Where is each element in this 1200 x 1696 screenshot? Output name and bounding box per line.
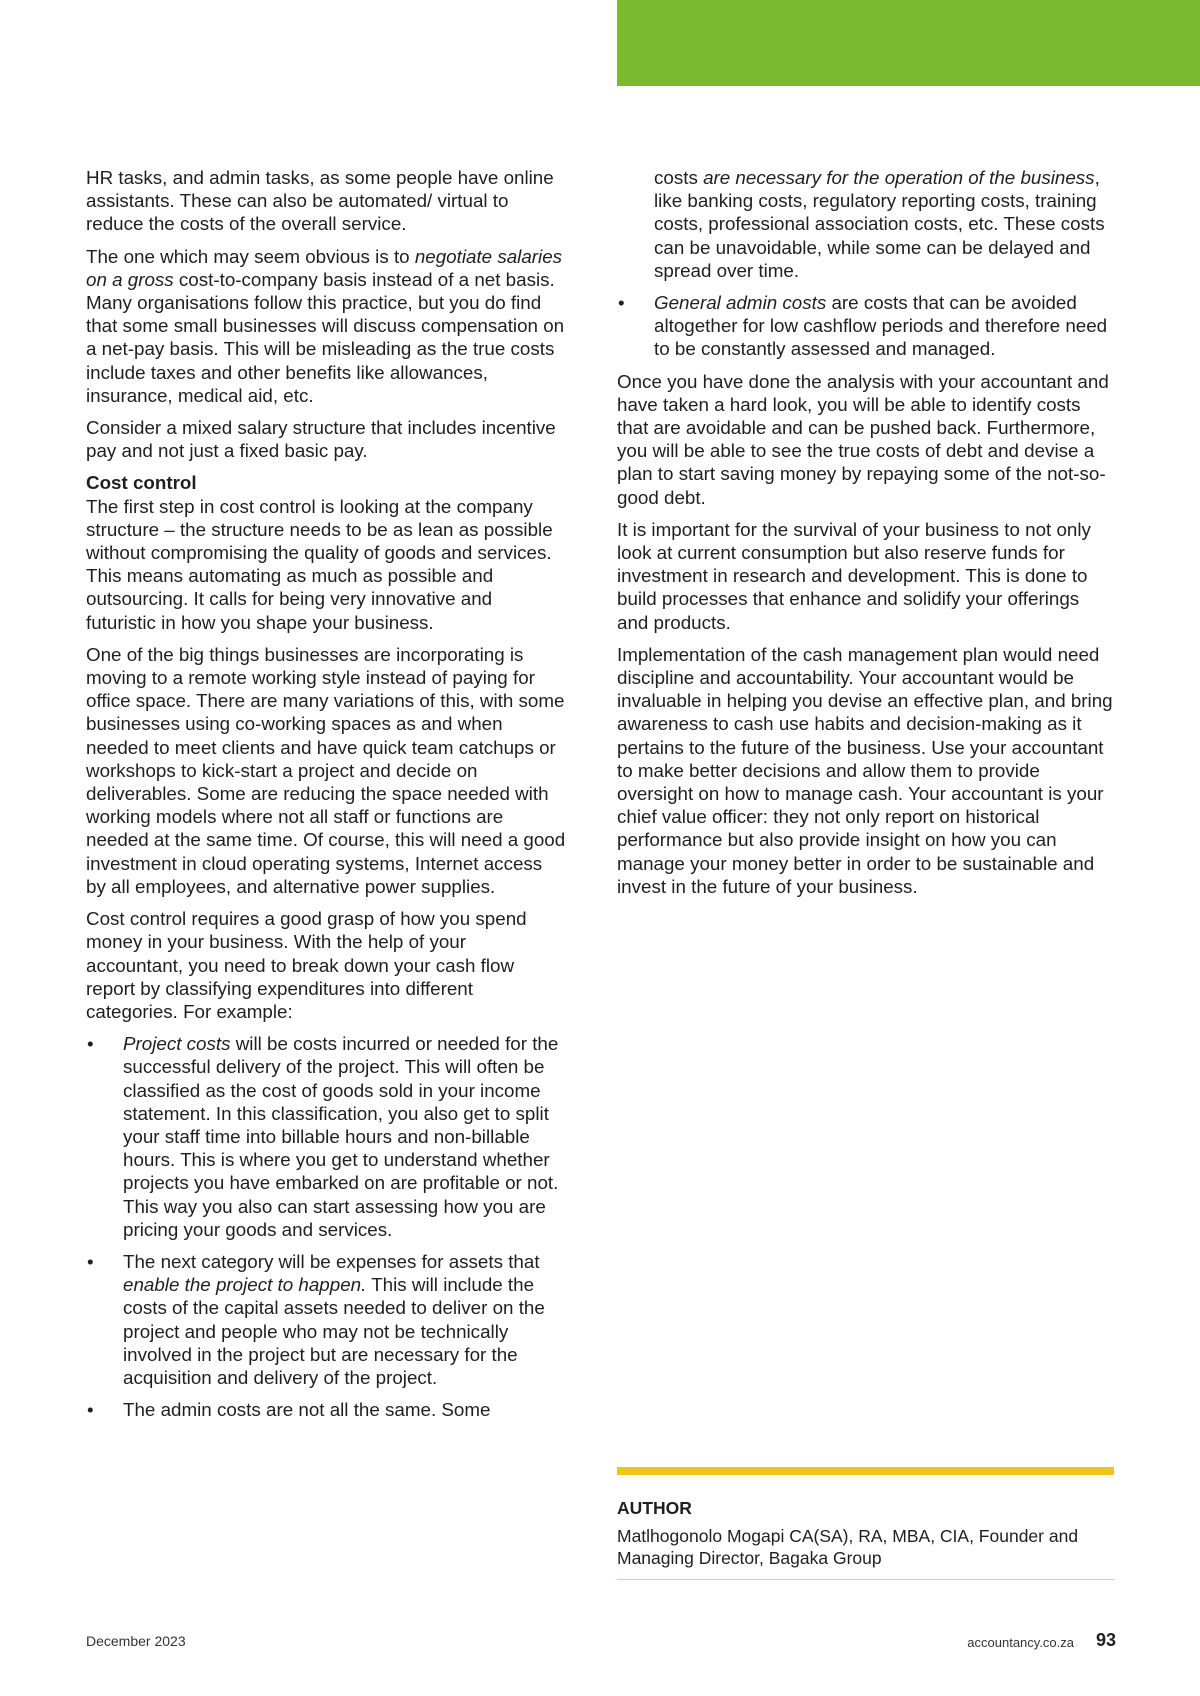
article-column-left bbox=[86, 166, 566, 1430]
paragraph: The one which may seem obvious is to negotiate salaries on a gross cost-to-company basis instead of a net basis. Many organisations follow this practice, but you do find that some small businesses will discuss compensation on a net-pay basis. This will be misleading as the true costs include taxes and other benefits like allowances, insurance, medical aid, etc. bbox=[86, 245, 565, 406]
section-cost-control bbox=[86, 471, 566, 633]
list-item: • The admin costs are not all the same. Some bbox=[87, 1399, 491, 1421]
author-bio: Matlhogonolo Mogapi CA(SA), RA, MBA, CIA, Founder and Managing Director, Bagaka Group bbox=[617, 1526, 1079, 1568]
section-heading: Cost control bbox=[86, 472, 197, 494]
article-column-right bbox=[617, 166, 1115, 907]
list-item: • General admin costs are costs that can be avoided altogether for low cashflow periods and therefore need to be constantly assessed and managed. bbox=[618, 292, 1108, 360]
list-item-continuation: costs are necessary for the operation of the business, like banking costs, regulatory reporting costs, training costs, professional association costs, etc. These costs can be unavoidable, while some can be delayed and spread over time. bbox=[654, 167, 1105, 281]
footer-date: December 2023 bbox=[86, 1633, 186, 1649]
paragraph: The first step in cost control is looking at the company structure – the structure needs to be as lean as possible without compromising the quality of goods and services. This means automating as much as possible and outsourcing. It calls for being very innovative and futuristic in how you shape your business. bbox=[86, 495, 553, 633]
paragraph: It is important for the survival of your business to not only look at current consumption but also reserve funds for investment in research and development. This is done to build processes that enhance and solidify your offerings and products. bbox=[617, 518, 1091, 633]
list-item: • The next category will be expenses for assets that enable the project to happen. This will include the costs of the capital assets needed to deliver on the project and people who may not be technically involved in the project but are necessary for the acquisition and delivery of the project. bbox=[87, 1250, 545, 1388]
paragraph: One of the big things businesses are incorporating is moving to a remote working style instead of paying for office space. There are many variations of this, with some businesses using co-working spaces as and when needed to meet clients and have quick team catchups or workshops to kick-start a project and decide on deliverables. Some are reducing the space needed with working models where not all staff or functions are needed at the same time. Of course, this will need a good investment in cloud operating systems, Internet access by all employees, and alternative power supplies. bbox=[86, 643, 566, 897]
author-divider bbox=[617, 1579, 1114, 1580]
bullet-icon: • bbox=[87, 1033, 94, 1055]
paragraph: Cost control requires a good grasp of how you spend money in your business. With the help of your accountant, you need to break down your cash flow report by classifying expenditures into different categories. For example: bbox=[86, 908, 527, 1022]
cost-category-list bbox=[86, 1032, 566, 1421]
paragraph: Consider a mixed salary structure that includes incentive pay and not just a fixed basic pay. bbox=[86, 417, 556, 462]
paragraph: Implementation of the cash management plan would need discipline and accountability. Your accountant would be invaluable in helping you devise an effective plan, and bring awareness to cash use habits and decision-making as it pertains to the future of the business. Use your accountant to make better decisions and allow them to provide oversight on how to manage cash. Your accountant is your chief value officer: they not only report on historical performance but also provide insight on how you can manage your money better in order to be sustainable and invest in the future of your business. bbox=[617, 643, 1113, 897]
paragraph: Once you have done the analysis with your accountant and have taken a hard look, you will be able to identify costs that are avoidable and can be pushed back. Furthermore, you will be able to see the true costs of debt and devise a plan to start saving money by repaying some of the not-so-good debt. bbox=[617, 370, 1109, 508]
paragraph: HR tasks, and admin tasks, as some people have online assistants. These can also be automated/ virtual to reduce the costs of the overall service. bbox=[86, 167, 554, 235]
footer-site: accountancy.co.za bbox=[967, 1635, 1074, 1650]
bullet-icon: • bbox=[87, 1250, 94, 1272]
list-item: • Project costs will be costs incurred or needed for the successful delivery of the project. This will often be classified as the cost of goods sold in your income statement. In this classification, you also get to split your staff time into billable hours and non-billable hours. This is where you get to understand whether projects you have embarked on are profitable or not. This way you also can start assessing how you are pricing your goods and services. bbox=[87, 1033, 559, 1240]
author-title: AUTHOR bbox=[617, 1498, 692, 1518]
author-accent-rule bbox=[617, 1467, 1114, 1475]
bullet-icon: • bbox=[87, 1399, 94, 1421]
header-accent-bar bbox=[617, 0, 1200, 86]
bullet-icon: • bbox=[618, 292, 625, 314]
cost-category-list-continued bbox=[617, 291, 1115, 361]
page-number: 93 bbox=[1095, 1630, 1116, 1650]
author-box bbox=[617, 1467, 1114, 1580]
